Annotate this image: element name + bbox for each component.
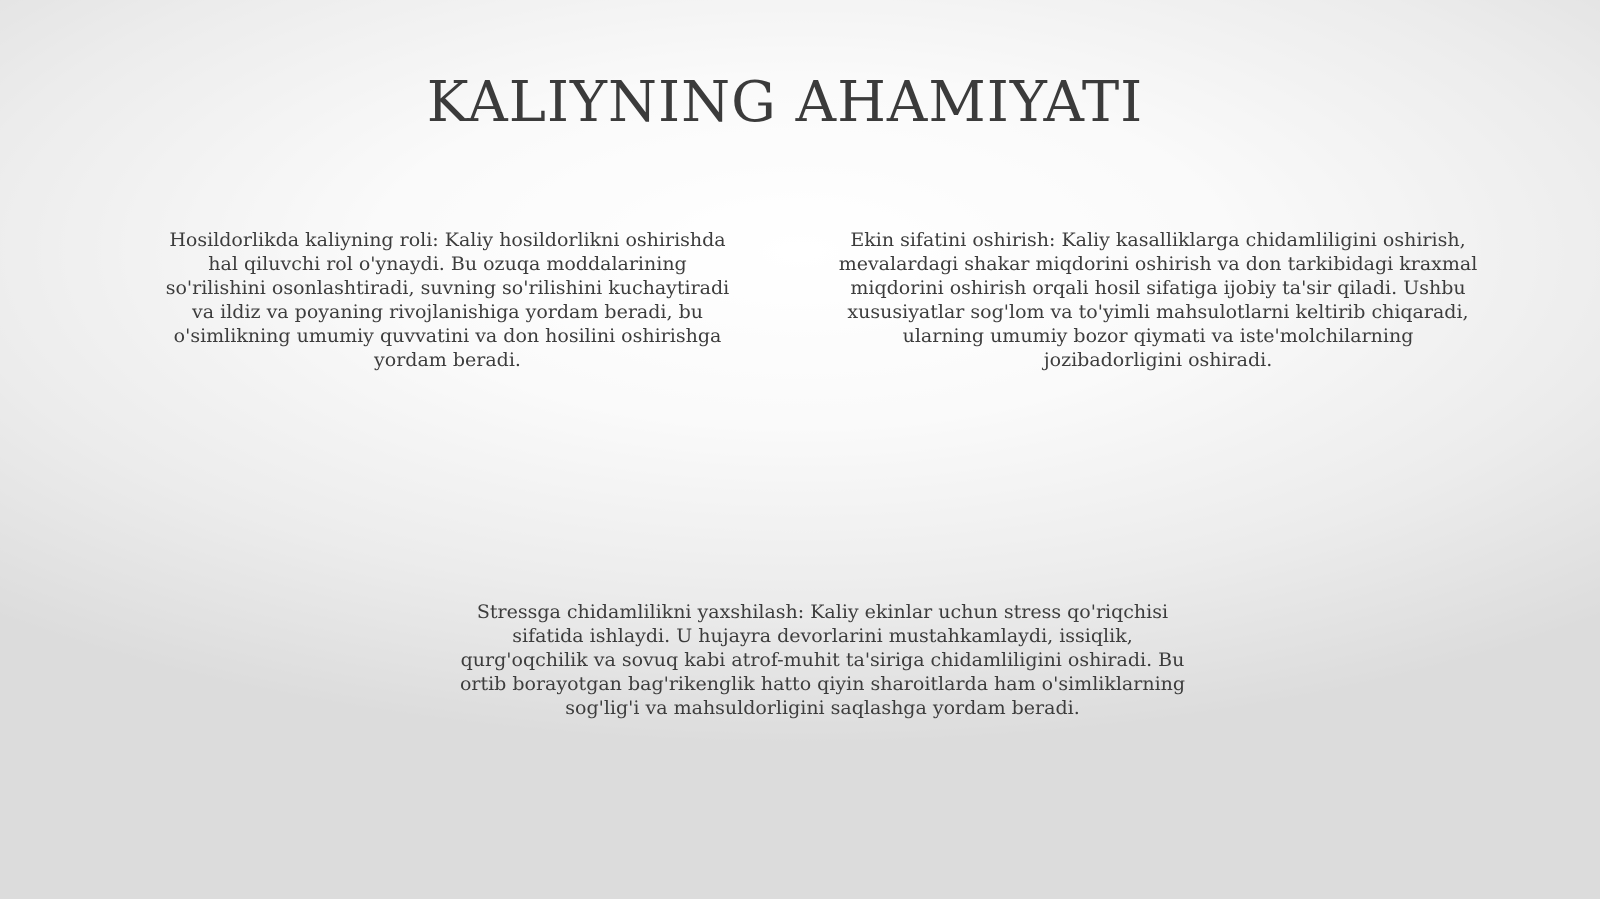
slide-title xyxy=(0,70,1600,135)
text-block-quality: Ekin sifatini oshirish: Kaliy kasalliklarga chidamliligini oshirish, mevalardagi shakar miqdorini oshirish va don tarkibidagi kraxmal miqdorini oshirish orqali hosil sifatiga ijobiy ta'sir qiladi. Ushbu xususiyatlar sog'lom va to'yimli mahsulotlarni keltirib chiqaradi, ularning umumiy bozor qiymati va iste'molchilarning jozibadorligini oshiradi. xyxy=(838,229,1478,371)
text-block-stress: Stressga chidamlilikni yaxshilash: Kaliy ekinlar uchun stress qo'riqchisi sifatida ishlaydi. U hujayra devorlarini mustahkamlaydi, issiqlik, qurg'oqchilik va sovuq kabi atrof-muhit ta'siriga chidamliligini oshiradi. Bu ortib borayotgan bag'rikenglik hatto qiyin sharoitlarda ham o'simliklarning sog'lig'i va mahsuldorligini saqlashga yordam beradi. xyxy=(459,601,1186,719)
text-block-yield: Hosildorlikda kaliyning roli: Kaliy hosildorlikni oshirishda hal qiluvchi rol o'ynaydi. Bu ozuqa moddalarining so'rilishini osonlashtiradi, suvning so'rilishini kuchaytiradi va ildiz va poyaning rivojlanishiga yordam beradi, bu o'simlikning umumiy quvvatini va don hosilini oshirishga yordam beradi. xyxy=(165,229,730,371)
slide-title-text: KALIYNING AHAMIYATI xyxy=(426,70,1144,135)
